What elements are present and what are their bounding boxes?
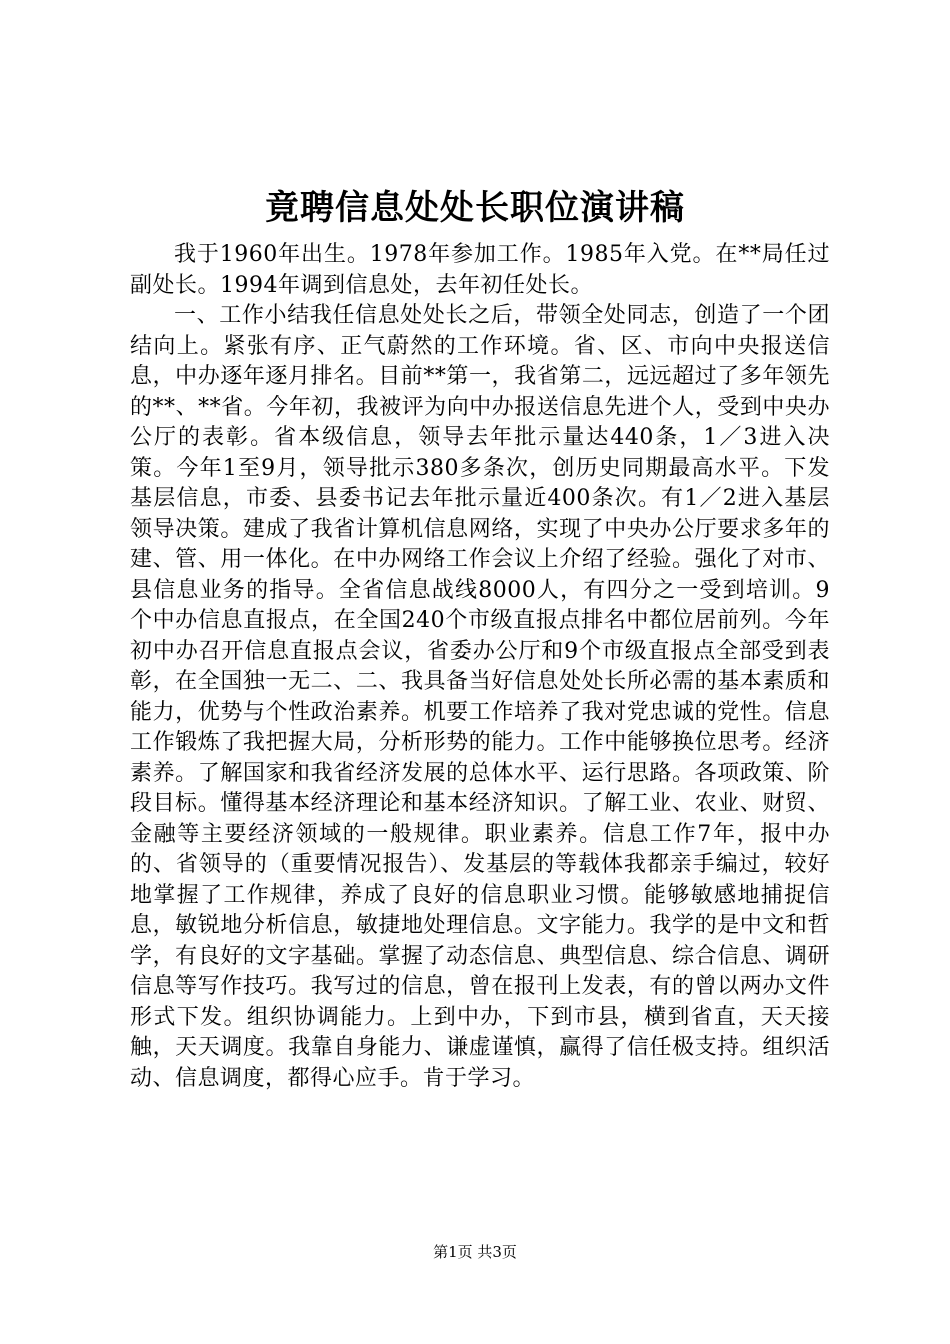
paragraph-main: 一、工作小结我任信息处处长之后，带领全处同志，创造了一个团结向上。紧张有序、正气蔚然的工作环境。省、区、市向中央报送信息，中办逐年逐月排名。目前**第一，我省第二，远远超过了多年领先的**、**省。今年初，我被评为向中办报送信息先进个人，受到中央办公厅的表彰。省本级信息，领导去年批示量达440条，1／3进入决策。今年1至9月，领导批示380多条次，创历史同期最高水平。下发基层信息，市委、县委书记去年批示量近400条次。有1／2进入基层领导决策。建成了我省计算机信息网络，实现了中央办公厅要求多年的建、管、用一体化。在中办网络工作会议上介绍了经验。强化了对市、县信息业务的指导。全省信息战线8000人，有四分之一受到培训。9个中办信息直报点，在全国240个市级直报点排名中都位居前列。今年初中办召开信息直报点会议，省委办公厅和9个市级直报点全部受到表彰，在全国独一无二、二、我具备当好信息处处长所必需的基本素质和能力，优势与个性政治素养。机要工作培养了我对党忠诚的党性。信息工作锻炼了我把握大局，分析形势的能力。工作中能够换位思考。经济素养。了解国家和我省经济发展的总体水平、运行思路。各项政策、阶段目标。懂得基本经济理论和基本经济知识。了解工业、农业、财贸、金融等主要经济领域的一般规律。职业素养。信息工作7年，报中办的、省领导的（重要情况报告）、发基层的等载体我都亲手编过，较好地掌握了工作规律，养成了良好的信息职业习惯。能够敏感地捕捉信息，敏锐地分析信息，敏捷地处理信息。文字能力。我学的是中文和哲学，有良好的文字基础。掌握了动态信息、典型信息、综合信息、调研信息等写作技巧。我写过的信息，曾在报刊上发表，有的曾以两办文件形式下发。组织协调能力。上到中办，下到市县，横到省直，天天接触，天天调度。我靠自身能力、谦虚谨慎，赢得了信任极支持。组织活动、信息调度，都得心应手。肯于学习。 bbox=[130, 303, 830, 1091]
document-body bbox=[130, 240, 830, 1094]
document-title: 竟聘信息处处长职位演讲稿 bbox=[265, 188, 685, 228]
page-footer: 第1页 共3页 bbox=[433, 1243, 517, 1261]
paragraph-intro: 我于1960年出生。1978年参加工作。1985年入党。在**局任过副处长。1994年调到信息处，去年初任处长。 bbox=[130, 242, 830, 298]
